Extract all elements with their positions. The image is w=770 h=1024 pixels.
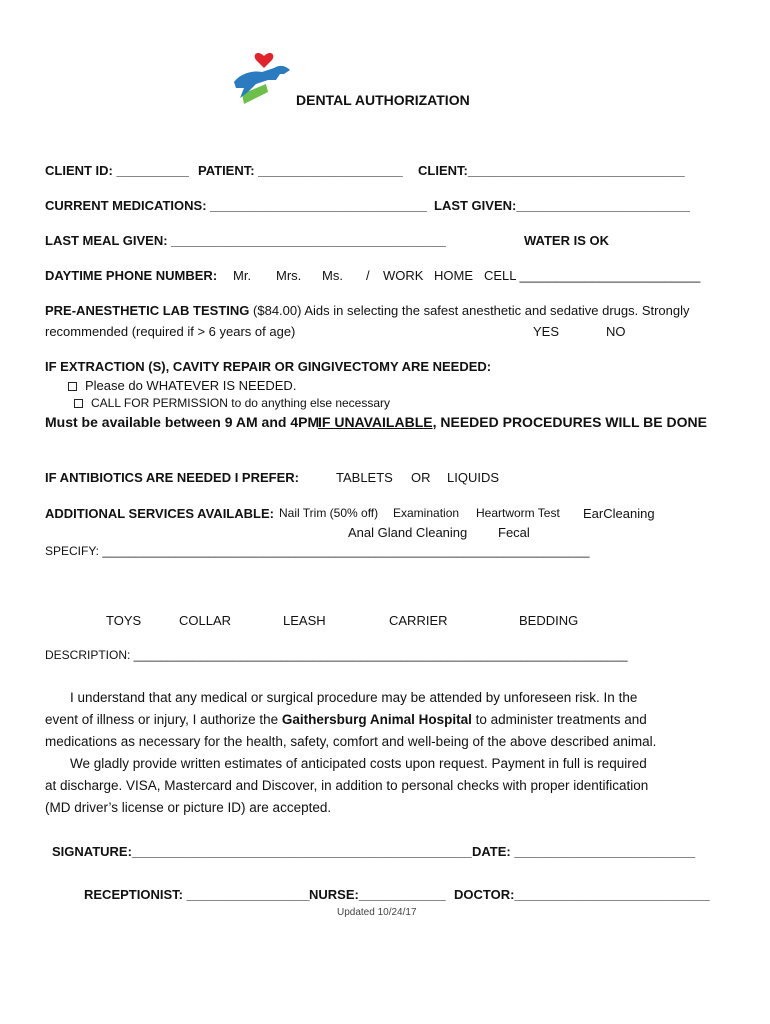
lab-testing-label: PRE-ANESTHETIC LAB TESTING — [45, 303, 250, 318]
signature-field[interactable]: SIGNATURE:_______________________________________________ — [52, 844, 472, 859]
checkbox-icon[interactable] — [74, 399, 83, 408]
description-field[interactable]: DESCRIPTION: __________________________________________________________________________ — [45, 648, 628, 662]
lab-testing-line — [45, 303, 690, 318]
current-medications-field[interactable]: CURRENT MEDICATIONS: ______________________________ — [45, 198, 428, 213]
phone-cell-field[interactable]: CELL _________________________ — [484, 268, 701, 283]
consent-line-2 — [45, 712, 647, 727]
consent-line-5: at discharge. VISA, Mastercard and Discover, in addition to personal checks with proper identification — [45, 778, 649, 793]
examination-option[interactable]: Examination — [393, 506, 460, 520]
consent-line-6: (MD driver’s license or picture ID) are accepted. — [45, 800, 332, 815]
last-meal-field[interactable]: LAST MEAL GIVEN: ______________________________________ — [45, 233, 446, 248]
ear-cleaning-option[interactable]: EarCleaning — [583, 506, 655, 521]
title-ms-option[interactable]: Ms. — [322, 268, 343, 283]
available-hours-note: Must be available between 9 AM and 4PM — [45, 414, 320, 430]
lab-testing-text: ($84.00) Aids in selecting the safest anesthetic and sedative drugs. Strongly — [253, 303, 690, 318]
daytime-phone-label: DAYTIME PHONE NUMBER: — [45, 268, 218, 283]
unavailable-rest: , NEEDED PROCEDURES WILL BE DONE — [432, 414, 707, 430]
unavailable-note — [318, 414, 707, 430]
liquids-option[interactable]: LIQUIDS — [447, 470, 500, 485]
bedding-option[interactable]: BEDDING — [519, 613, 579, 628]
call-permission-label: CALL FOR PERMISSION to do anything else necessary — [91, 396, 391, 410]
title-mrs-option[interactable]: Mrs. — [276, 268, 302, 283]
additional-services-label: ADDITIONAL SERVICES AVAILABLE: — [45, 506, 274, 521]
leash-option[interactable]: LEASH — [283, 613, 326, 628]
dog-heart-logo — [226, 44, 298, 108]
consent-line-2-pre: event of illness or injury, I authorize the — [45, 712, 282, 727]
call-permission-option[interactable] — [74, 396, 390, 410]
collar-option[interactable]: COLLAR — [179, 613, 232, 628]
slash-separator: / — [366, 268, 370, 283]
or-text: OR — [411, 470, 431, 485]
antibiotics-label: IF ANTIBIOTICS ARE NEEDED I PREFER: — [45, 470, 299, 485]
heart-icon — [255, 53, 274, 68]
carrier-option[interactable]: CARRIER — [389, 613, 448, 628]
extraction-heading: IF EXTRACTION (S), CAVITY REPAIR OR GINGIVECTOMY ARE NEEDED: — [45, 359, 492, 374]
unavailable-underlined: IF UNAVAILABLE — [318, 414, 433, 430]
nail-trim-option[interactable]: Nail Trim (50% off) — [279, 506, 379, 520]
consent-line-2-post: to administer treatments and — [471, 712, 647, 727]
patient-field[interactable]: PATIENT: ____________________ — [198, 163, 403, 178]
tablets-option[interactable]: TABLETS — [336, 470, 393, 485]
whatever-needed-option[interactable] — [68, 378, 296, 393]
toys-option[interactable]: TOYS — [106, 613, 142, 628]
lab-no-option[interactable]: NO — [606, 324, 626, 339]
doctor-field[interactable]: DOCTOR:___________________________ — [454, 887, 710, 902]
consent-line-4: We gladly provide written estimates of anticipated costs upon request. Payment in full is required — [70, 756, 647, 771]
anal-gland-option[interactable]: Anal Gland Cleaning — [348, 525, 468, 540]
water-ok-option[interactable]: WATER IS OK — [524, 233, 609, 248]
lab-yes-option[interactable]: YES — [533, 324, 560, 339]
phone-home-option[interactable]: HOME — [434, 268, 473, 283]
whatever-needed-label: Please do WHATEVER IS NEEDED. — [85, 378, 297, 393]
nurse-field[interactable]: NURSE:____________ — [309, 887, 446, 902]
date-field[interactable]: DATE: _________________________ — [472, 844, 696, 859]
title-mr-option[interactable]: Mr. — [233, 268, 252, 283]
specify-field[interactable]: SPECIFY: _________________________________________________________________________ — [45, 544, 590, 558]
checkbox-icon[interactable] — [68, 382, 77, 391]
client-field[interactable]: CLIENT:______________________________ — [418, 163, 685, 178]
consent-line-3: medications as necessary for the health, safety, comfort and well-being of the above described animal. — [45, 734, 657, 749]
fecal-option[interactable]: Fecal — [498, 525, 530, 540]
consent-line-1: I understand that any medical or surgical procedure may be attended by unforeseen risk. In the — [70, 690, 638, 705]
lab-testing-text-2: recommended (required if > 6 years of age) — [45, 324, 296, 339]
receptionist-field[interactable]: RECEPTIONIST: _________________ — [84, 887, 310, 902]
page-title: DENTAL AUTHORIZATION — [296, 92, 470, 108]
hospital-name: Gaithersburg Animal Hospital — [281, 712, 472, 727]
client-id-field[interactable]: CLIENT ID: __________ — [45, 163, 189, 178]
phone-work-option[interactable]: WORK — [383, 268, 424, 283]
last-given-field[interactable]: LAST GIVEN:________________________ — [434, 198, 690, 213]
updated-date: Updated 10/24/17 — [337, 907, 417, 918]
heartworm-test-option[interactable]: Heartworm Test — [476, 506, 560, 520]
